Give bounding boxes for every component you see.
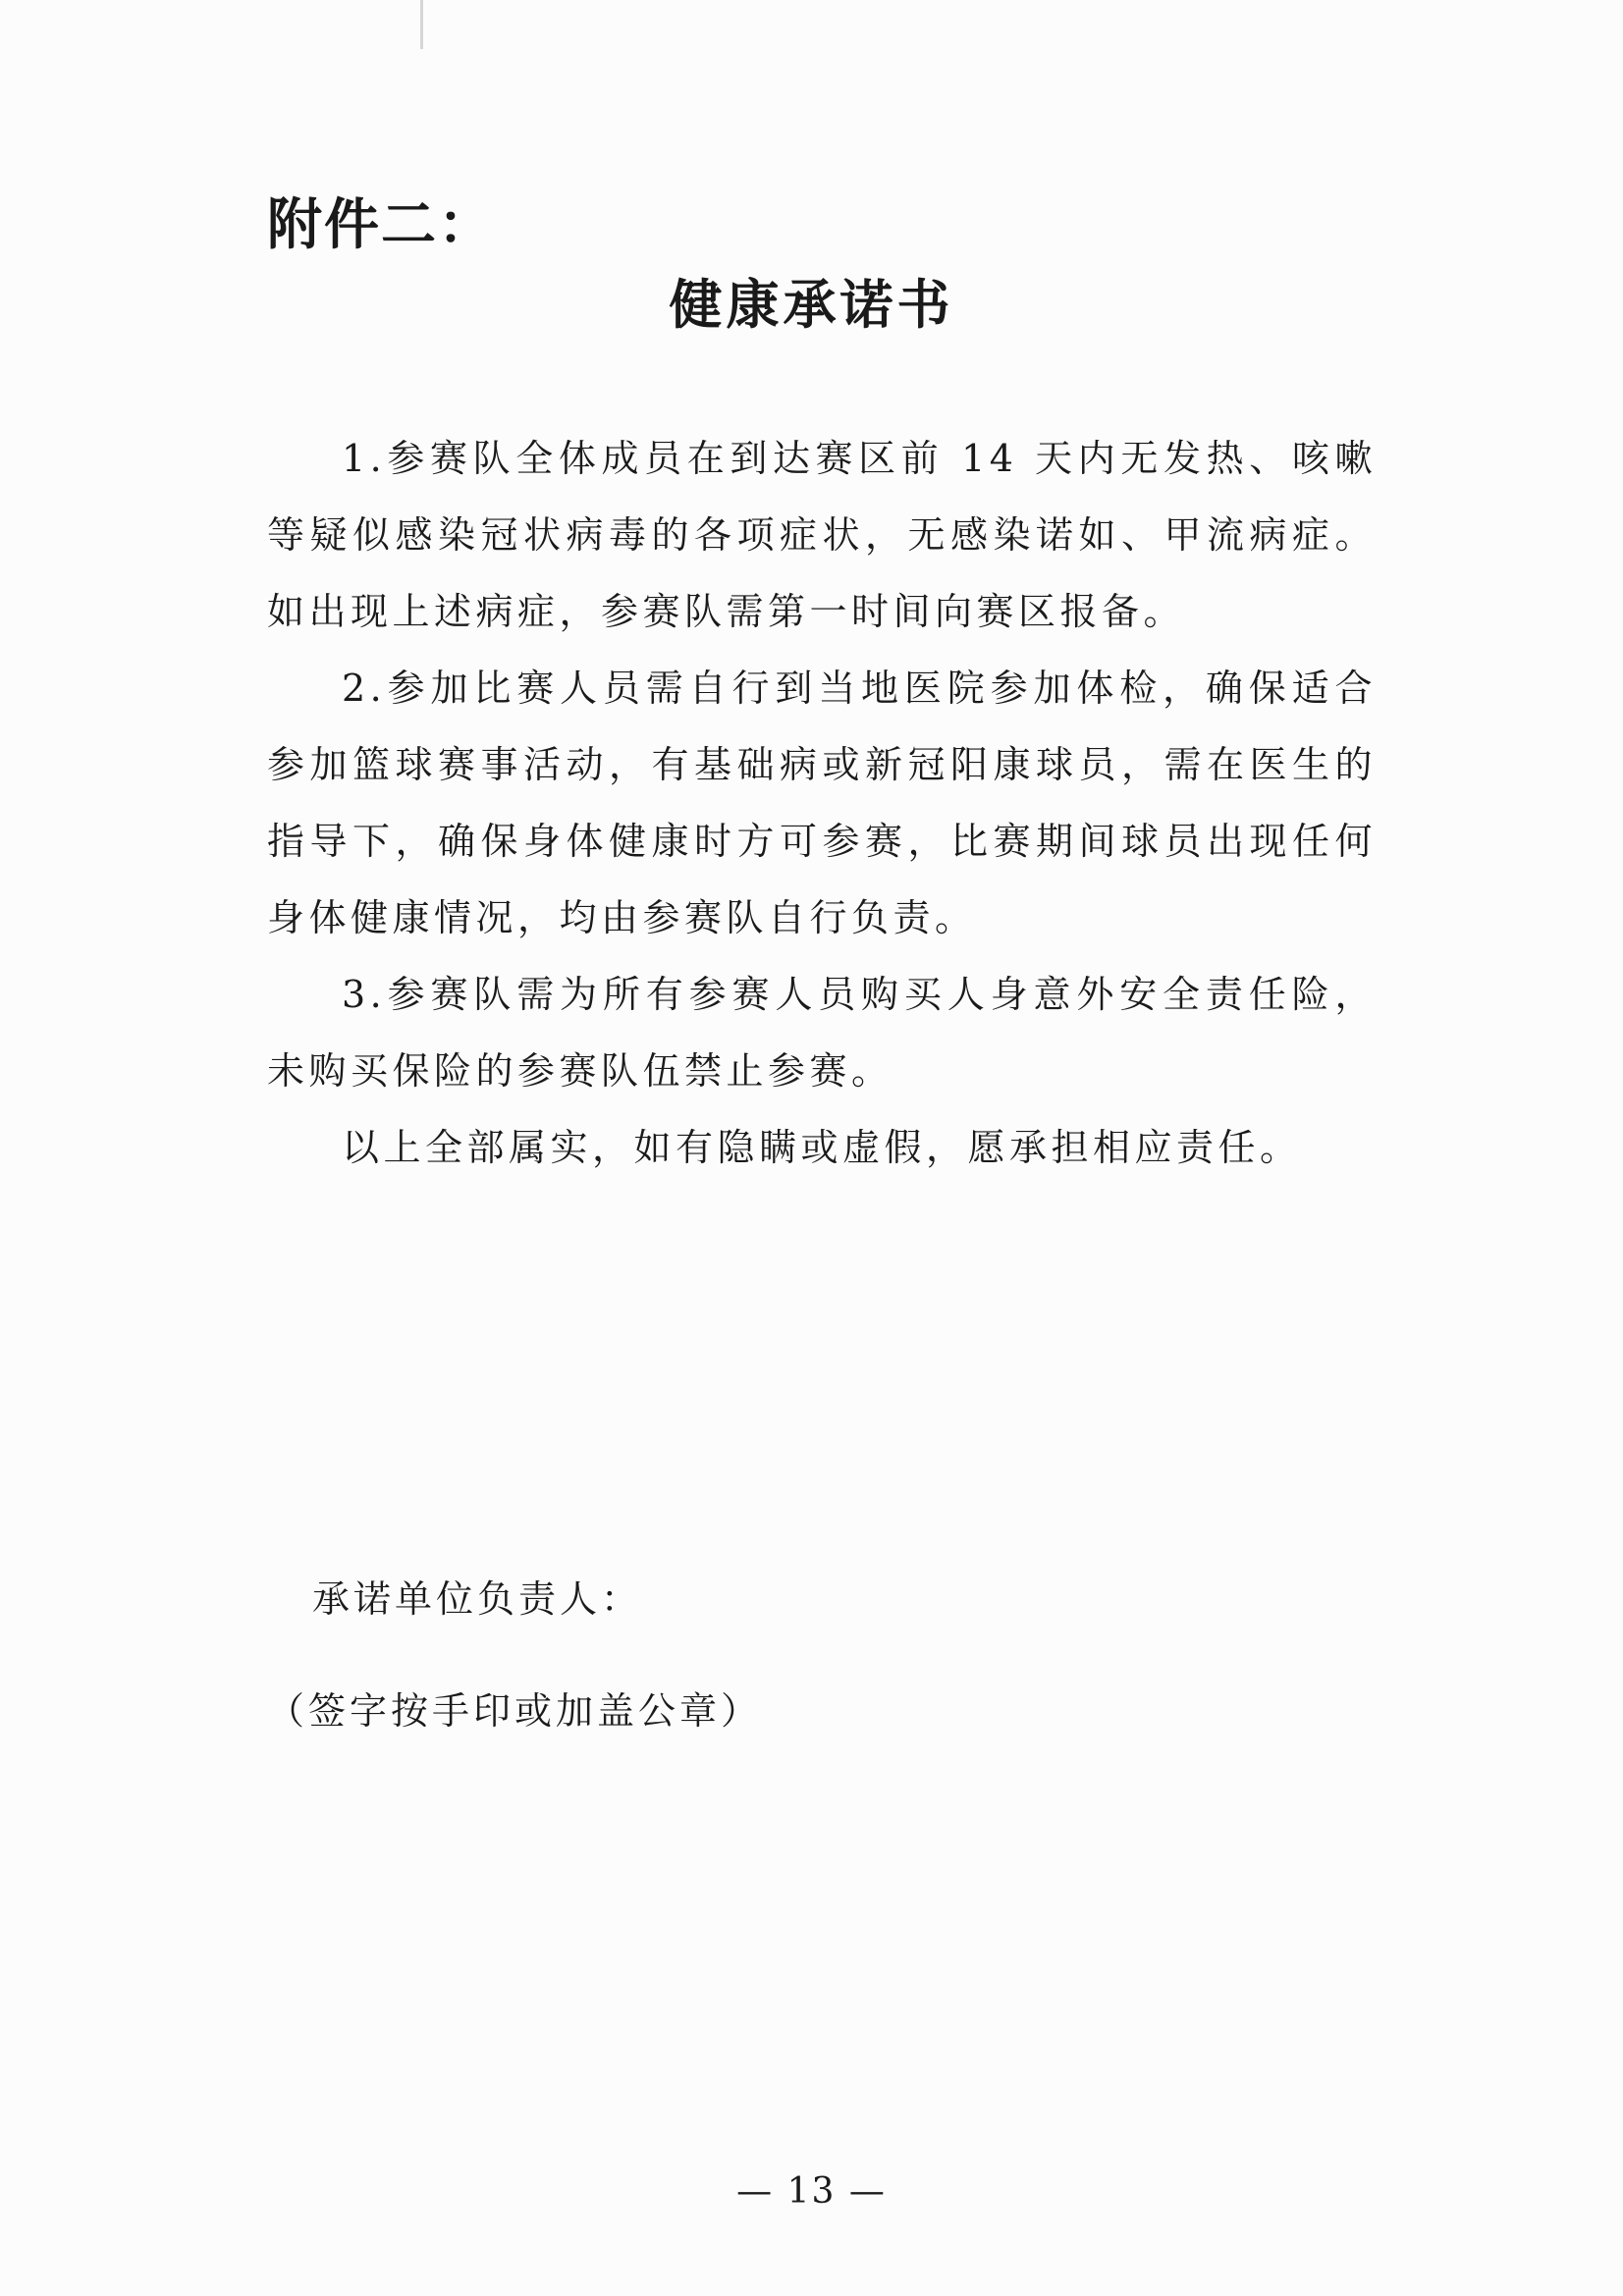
paragraph-3: 3.参赛队需为所有参赛人员购买人身意外安全责任险，未购买保险的参赛队伍禁止参赛。	[267, 973, 1377, 1093]
signature-label: 承诺单位负责人：	[312, 1577, 643, 1621]
scan-artifact	[420, 0, 423, 49]
document-title: 健康承诺书	[669, 274, 954, 336]
paragraph-1: 1.参赛队全体成员在到达赛区前 14 天内无发热、咳嗽等疑似感染冠状病毒的各项症状，无感染诺如、甲流病症。如出现上述病症，参赛队需第一时间向赛区报备。	[267, 437, 1377, 633]
paragraph-2: 2.参加比赛人员需自行到当地医院参加体检，确保适合参加篮球赛事活动，有基础病或新冠阳康球员，需在医生的指导下，确保身体健康时方可参赛，比赛期间球员出现任何身体健康情况，均由参赛队自行负责。	[267, 667, 1377, 939]
seal-note: （签字按手印或加盖公章）	[267, 1689, 763, 1733]
page-number: — 13 —	[736, 2171, 887, 2212]
paragraph-declaration: 以上全部属实，如有隐瞒或虚假，愿承担相应责任。	[342, 1126, 1302, 1169]
attachment-label: 附件二：	[267, 193, 495, 257]
commitment-body	[267, 420, 1377, 1186]
